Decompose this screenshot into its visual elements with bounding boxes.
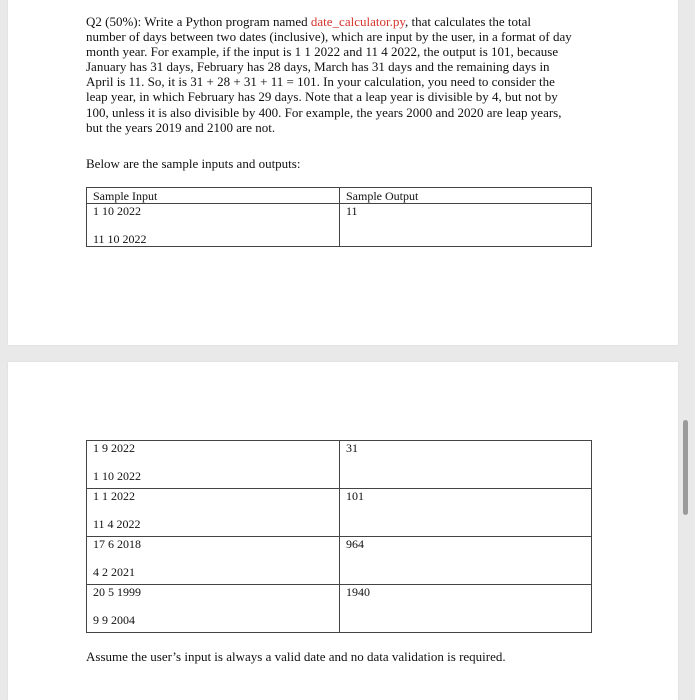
table-row [87, 537, 592, 585]
sample-input-cell: 20 5 1999 9 9 2004 [87, 585, 340, 633]
table-row [87, 489, 592, 537]
table-row [87, 441, 592, 489]
question-line: leap year, in which February has 29 days. Note that a leap year is divisible by 4, but not by [86, 89, 558, 105]
sample-output-cell: 1940 [340, 585, 592, 633]
sample-output-cell: 101 [340, 489, 592, 537]
sample-output-cell: 31 [340, 441, 592, 489]
filename-highlight: date_calculator.py [310, 14, 405, 29]
table-header-row [87, 188, 592, 204]
sample-input-cell: 17 6 2018 4 2 2021 [87, 537, 340, 585]
table-row [87, 585, 592, 633]
question-paragraph [86, 14, 606, 135]
question-line: but the years 2019 and 2100 are not. [86, 119, 276, 135]
question-line: January has 31 days, February has 28 days, March has 31 days and the remaining days in [86, 59, 550, 75]
sample-input-cell: 1 10 2022 11 10 2022 [87, 204, 340, 247]
header-sample-output: Sample Output [340, 188, 592, 204]
sample-intro-text: Below are the sample inputs and outputs: [86, 156, 301, 171]
question-line: Q2 (50%): Write a Python program named date_calculator.py, that calculates the total [86, 14, 531, 29]
vertical-scrollbar[interactable] [683, 420, 688, 515]
table-row [87, 204, 592, 247]
sample-output-cell: 964 [340, 537, 592, 585]
sample-input-cell: 1 9 2022 1 10 2022 [87, 441, 340, 489]
sample-table-1 [86, 187, 592, 247]
sample-input-cell: 1 1 2022 11 4 2022 [87, 489, 340, 537]
header-sample-input: Sample Input [87, 188, 340, 204]
question-line: April is 11. So, it is 31 + 28 + 31 + 11 = 101. In your calculation, you need to consider the [86, 74, 555, 90]
sample-output-cell: 11 [340, 204, 592, 247]
closing-note: Assume the user’s input is always a valid date and no data validation is required. [86, 649, 506, 664]
question-line: number of days between two dates (inclusive), which are input by the user, in a format of day [86, 29, 572, 45]
sample-table-2 [86, 440, 592, 633]
question-line: month year. For example, if the input is 1 1 2022 and 11 4 2022, the output is 101, because [86, 44, 559, 60]
question-line: 100, unless it is also divisible by 400. For example, the years 2000 and 2020 are leap years, [86, 104, 562, 120]
